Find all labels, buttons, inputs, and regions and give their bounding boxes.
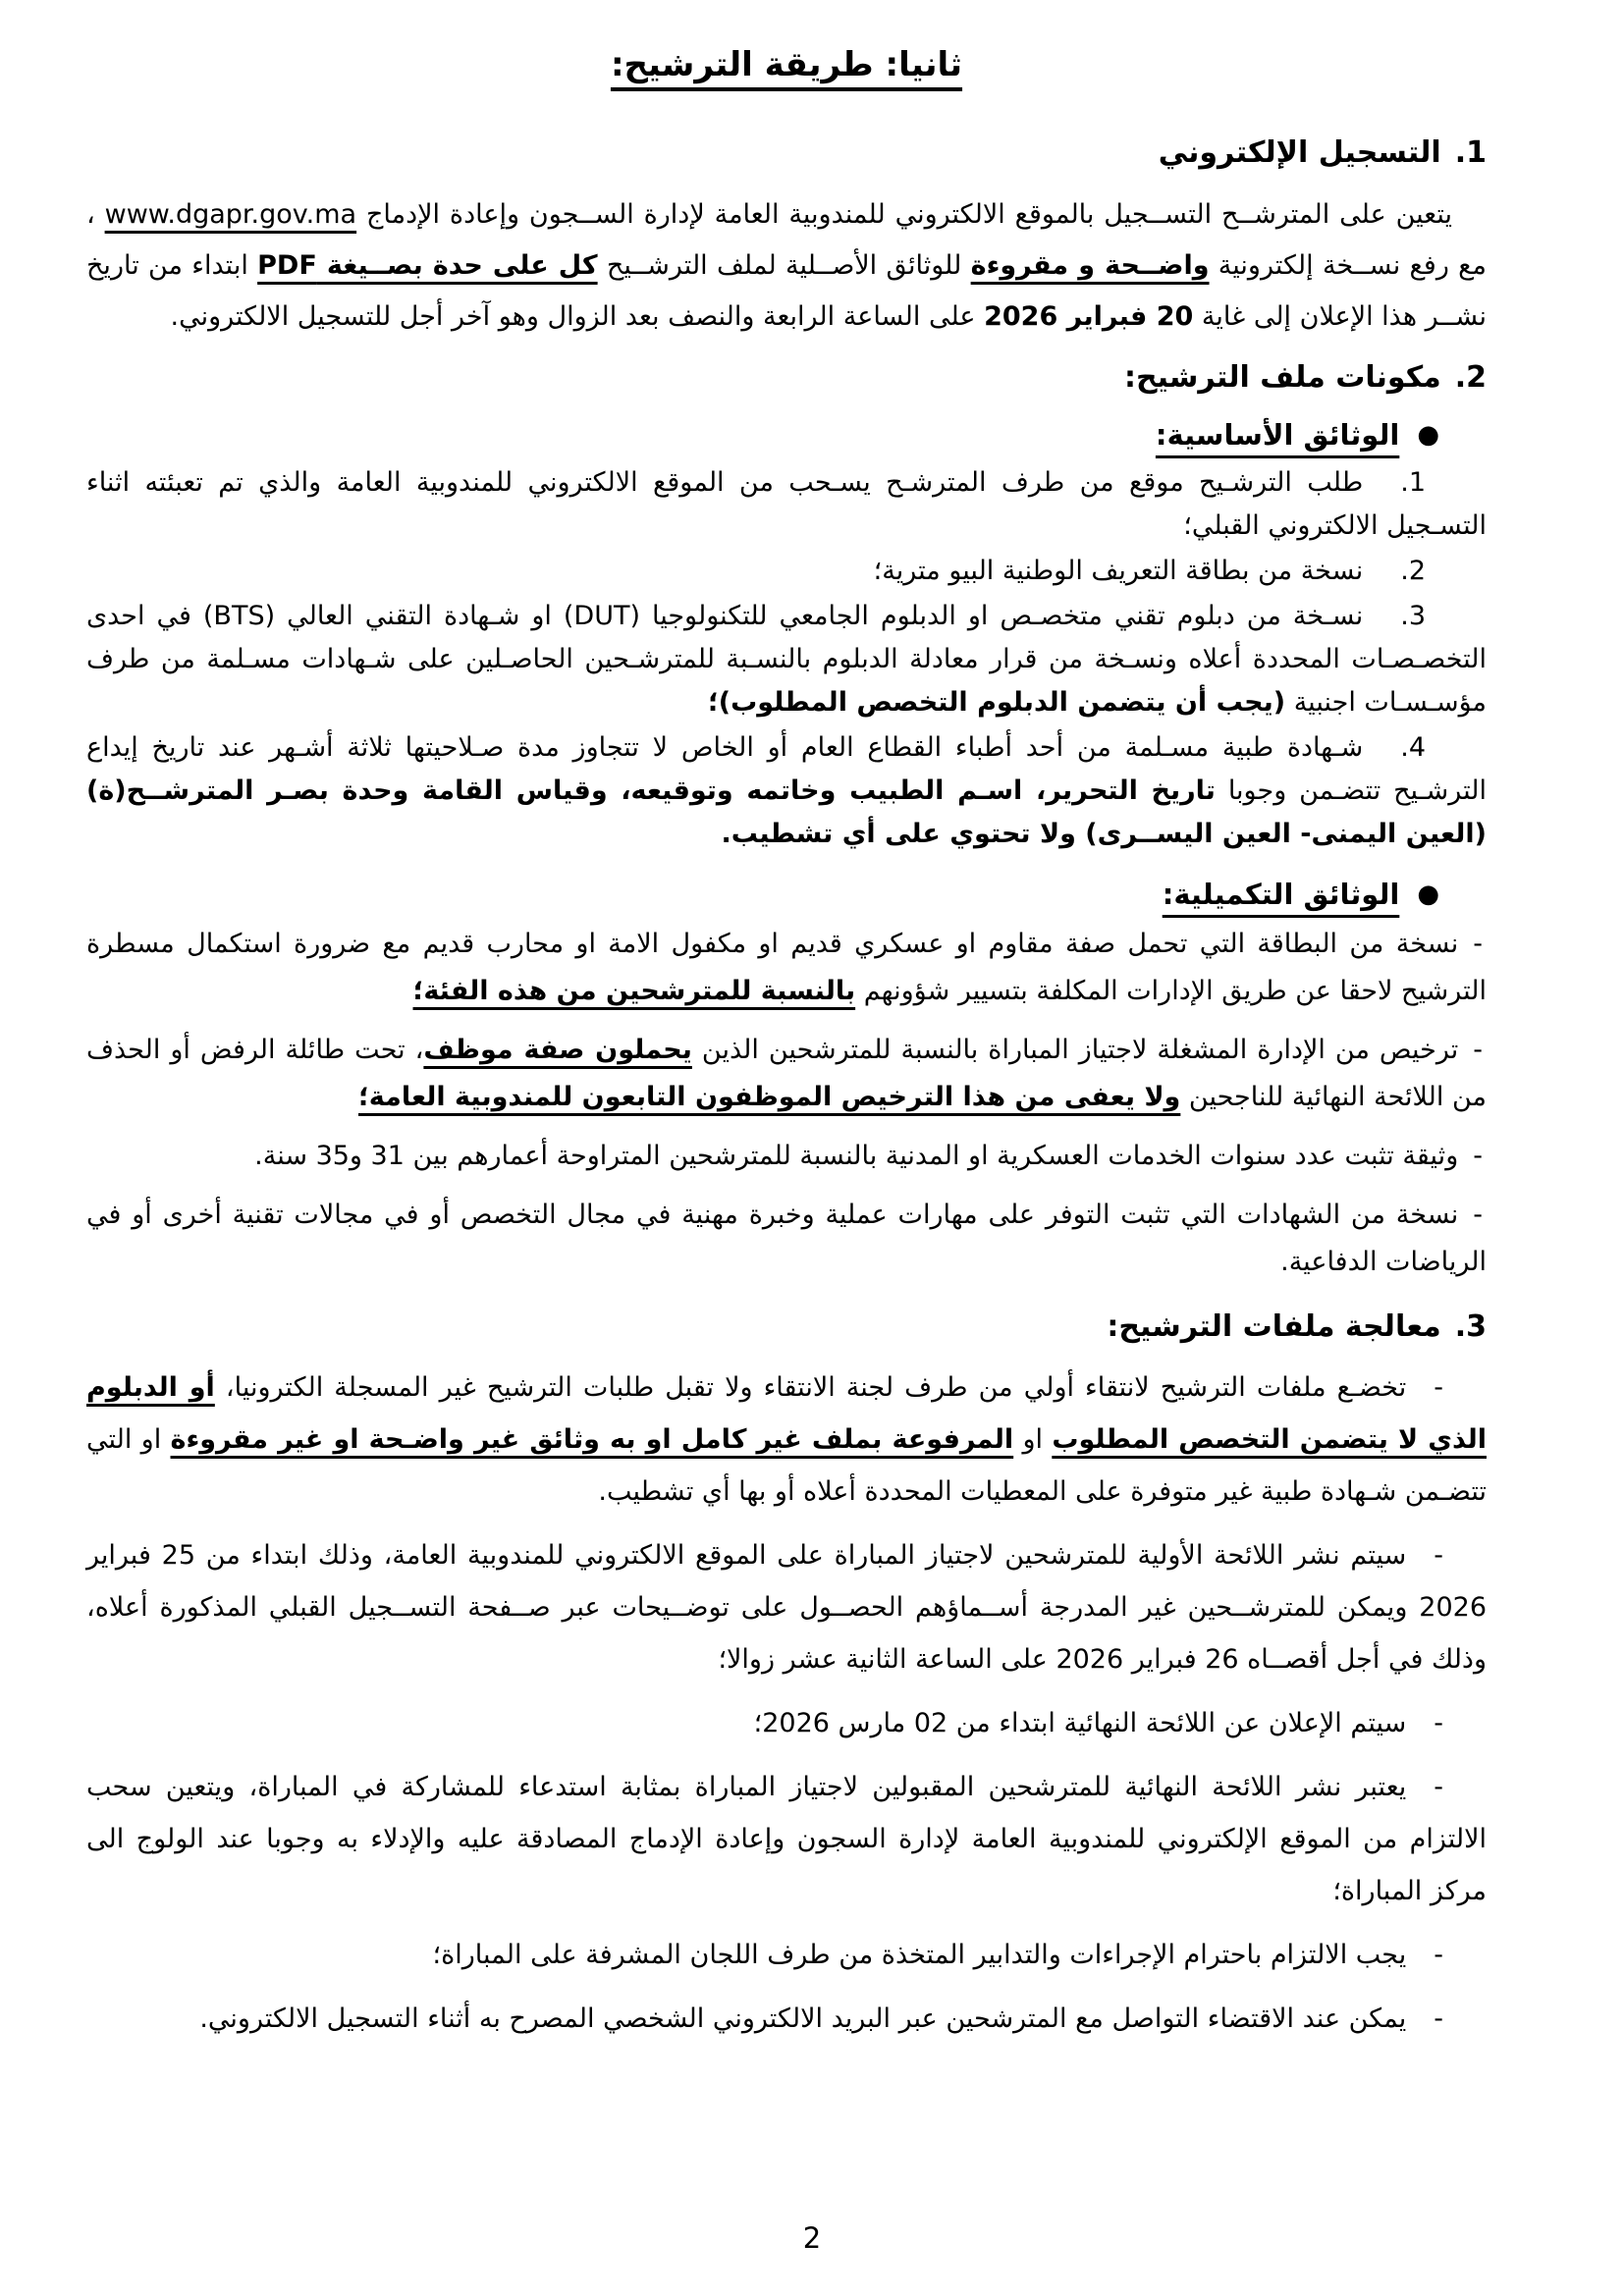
list-item	[86, 1993, 1487, 2045]
list-item	[86, 921, 1487, 1015]
list-item-marker: -	[1434, 2003, 1443, 2034]
list-item	[86, 1697, 1487, 1749]
basic-documents-label-text: الوثائق الأساسية:	[1155, 418, 1400, 452]
section-1-title: التسجيل الإلكتروني	[1158, 135, 1441, 170]
section-2-number: 2.	[1454, 360, 1487, 395]
section-3-heading	[86, 1308, 1487, 1346]
bullet-icon: ●	[1417, 420, 1439, 450]
list-item-marker: -	[1434, 1708, 1443, 1738]
text-segment: يمكن عند الاقتضاء التواصل مع المترشحين عبر البريد الالكتروني الشخصي المصرح به أثناء التسجيل الالكتروني.	[199, 2003, 1407, 2034]
basic-documents-list	[86, 461, 1487, 856]
complementary-documents-label	[86, 878, 1439, 911]
document-title-text: ثانيا: طريقة الترشيح:	[610, 45, 963, 84]
text-segment: نسخة من البطاقة التي تحمل صفة مقاوم او عسكري قديم او مكفول الامة او محارب قديم مع ضرورة استكمال مسطرة الترشيح لاحقا عن طريق الإدارات المكلفة بتسيير شؤونهم	[86, 929, 1487, 1006]
website-link[interactable]: www.dgapr.gov.ma	[104, 199, 357, 230]
text-segment: ولا تحتوي على أي تشطيب.	[721, 819, 1076, 849]
text-segment: نسخة من الشهادات التي تثبت التوفر على مهارات عملية وخبرة مهنية في مجال التخصص أو في مجالات تقنية أخرى أو في الرياضات الدفاعية.	[86, 1200, 1487, 1277]
text-segment: سيتم نشر اللائحة الأولية للمترشحين لاجتياز المباراة على الموقع الالكتروني للمندوبية العامة، وذلك ابتداء من 25 فبراير 2026 ويمكن للمترشــحين غير المدرجة أســماؤهم الحصــول على توضــيحات عبر صــفحة التســجيل القبلي المذكورة أعلاه، وذلك في أجل أقصــاه 26 فبراير 2026 على الساعة الثانية عشر زوالا؛	[86, 1540, 1487, 1675]
page-number: 2	[802, 2221, 822, 2255]
text-segment: يتعين على المترشــح التســجيل بالموقع الالكتروني للمندوبية العامة لإدارة الســجون وإعادة الإدماج	[356, 199, 1452, 230]
section-3-title: معالجة ملفات الترشيح:	[1107, 1309, 1441, 1344]
text-segment: شـهادة طبية مسـلمة من أحد أطباء القطاع العام أو الخاص لا تتجاوز مدة صـلاحيتها ثلاثة أشـهر عند تاريخ إيداع الترشـيح تتضـمن وجوبا	[86, 732, 1488, 806]
text-segment: ، تحت طائلة الرفض أو الحذف من اللائحة النهائية للناجحين	[86, 1035, 1487, 1112]
text-segment: (يجب أن يتضمن الدبلوم التخصص المطلوب)؛	[707, 687, 1286, 718]
text-segment: يحملون صفة موظف	[423, 1035, 692, 1065]
section-1-heading	[86, 133, 1487, 172]
list-item	[86, 1529, 1487, 1685]
text-segment: او التي تتضـمن شـهادة طبية غير متوفرة على المعطيات المحددة أعلاه أو بها أي تشطيب.	[86, 1424, 1487, 1507]
text-segment: نسخة من بطاقة التعريف الوطنية البيو مترية؛	[873, 556, 1364, 586]
list-item	[86, 1027, 1487, 1121]
section-2-heading	[86, 358, 1487, 397]
basic-documents-label	[86, 418, 1439, 452]
list-item-marker: -	[1434, 1772, 1443, 1802]
list-item	[86, 1192, 1487, 1286]
text-segment: المرفوعة بملف غير كامل او به وثائق غير واضـحة او غير مقروءة	[170, 1424, 1014, 1455]
text-segment: وثيقة تثبت عدد سنوات الخدمات العسكرية او المدنية بالنسبة للمترشحين المتراوحة أعمارهم بين 31 و35 سنة.	[254, 1141, 1459, 1171]
document-title	[86, 45, 1487, 84]
list-item-marker: -	[1473, 1141, 1483, 1171]
text-segment: تاريخ التحرير، اسـم الطبيب وخاتمه وتوقيعه، وقياس القامة وحدة بصـر المترشــح(ة) (العين اليمنى- العين اليســرى)	[86, 775, 1487, 849]
text-segment: 20 فبراير 2026	[984, 301, 1194, 332]
text-segment: نسـخة من دبلوم تقني متخصـص او الدبلوم الجامعي للتكنولوجيا (DUT) او شـهادة التقني العالي (BTS) في احدى التخصـصـات المحددة أعلاه ونسـخة من قرار معادلة الدبلوم بالنسـبة للمترشـحين الحاصـلين على شـهادات مسـلمة من طرف مؤسـسـات اجنبية	[86, 601, 1487, 718]
list-item	[86, 726, 1487, 856]
text-segment: للوثائق الأصــلية لملف الترشــيح	[597, 250, 971, 281]
text-segment: على الساعة الرابعة والنصف بعد الزوال وهو آخر أجل للتسجيل الالكتروني.	[170, 301, 985, 332]
text-segment: سيتم الإعلان عن اللائحة النهائية ابتداء من 02 مارس 2026؛	[753, 1708, 1407, 1738]
text-segment: ابتداء من تاريخ نشــر هذا الإعلان إلى غاية	[86, 250, 1487, 332]
list-item-marker: 4.	[1400, 732, 1426, 763]
text-segment: أو الدبلوم الذي لا يتضمن التخصص المطلوب	[86, 1372, 1487, 1455]
list-item	[86, 1362, 1487, 1518]
list-item-marker: -	[1473, 1035, 1483, 1065]
section-2-title: مكونات ملف الترشيح:	[1123, 360, 1441, 395]
text-segment: او	[1013, 1424, 1053, 1455]
complementary-documents-list	[86, 921, 1487, 1286]
list-item	[86, 550, 1487, 593]
list-item	[86, 461, 1487, 548]
list-item-marker: 2.	[1400, 556, 1426, 586]
processing-list	[86, 1362, 1487, 2045]
list-item	[86, 1929, 1487, 1981]
list-item	[86, 1761, 1487, 1917]
section-1-number: 1.	[1454, 135, 1487, 170]
text-segment: يجب الالتزام باحترام الإجراءات والتدابير المتخذة من طرف اللجان المشرفة على المباراة؛	[432, 1940, 1407, 1970]
registration-paragraph	[86, 189, 1487, 343]
list-item	[86, 595, 1487, 724]
text-segment: كل على حدة بصــيغة PDF	[257, 250, 598, 281]
text-segment: واضــحة و مقروءة	[970, 250, 1210, 281]
list-item-marker: 1.	[1400, 467, 1426, 498]
text-segment: تخضـع ملفات الترشيح لانتقاء أولي من طرف لجنة الانتقاء ولا تقبل طلبات الترشيح غير المسجلة الكترونيا،	[214, 1372, 1407, 1403]
text-segment: بالنسبة للمترشحين من هذه الفئة؛	[412, 976, 856, 1006]
complementary-documents-label-text: الوثائق التكميلية:	[1162, 878, 1400, 911]
list-item	[86, 1133, 1487, 1180]
list-item-marker: 3.	[1400, 601, 1426, 631]
text-segment: ترخيص من الإدارة المشغلة لاجتياز المباراة بالنسبة للمترشحين الذين	[691, 1035, 1459, 1065]
text-segment: ، مع رفع نســخة إلكترونية	[86, 199, 1487, 281]
section-3-number: 3.	[1454, 1309, 1487, 1344]
list-item-marker: -	[1434, 1940, 1443, 1970]
list-item-marker: -	[1473, 1200, 1483, 1230]
text-segment: ولا يعفى من هذا الترخيص الموظفون التابعون للمندوبية العامة؛	[358, 1082, 1181, 1112]
text-segment: يعتبر نشر اللائحة النهائية للمترشحين المقبولين لاجتياز المباراة بمثابة استدعاء للمشاركة في المباراة، ويتعين سحب الالتزام من الموقع الإلكتروني للمندوبية العامة لإدارة السجون وإعادة الإدماج المصادقة عليه والإدلاء به وجوبا عند الولوج الى مركز المباراة؛	[86, 1772, 1487, 1906]
list-item-marker: -	[1473, 929, 1483, 959]
list-item-marker: -	[1434, 1372, 1443, 1403]
text-segment: طلب الترشـيح موقع من طرف المترشـح يسـحب من الموقع الالكتروني للمندوبية العامة والذي تم تعبئته اثناء التسـجيل الالكتروني القبلي؛	[86, 467, 1487, 541]
bullet-icon: ●	[1417, 880, 1439, 909]
list-item-marker: -	[1434, 1540, 1443, 1571]
